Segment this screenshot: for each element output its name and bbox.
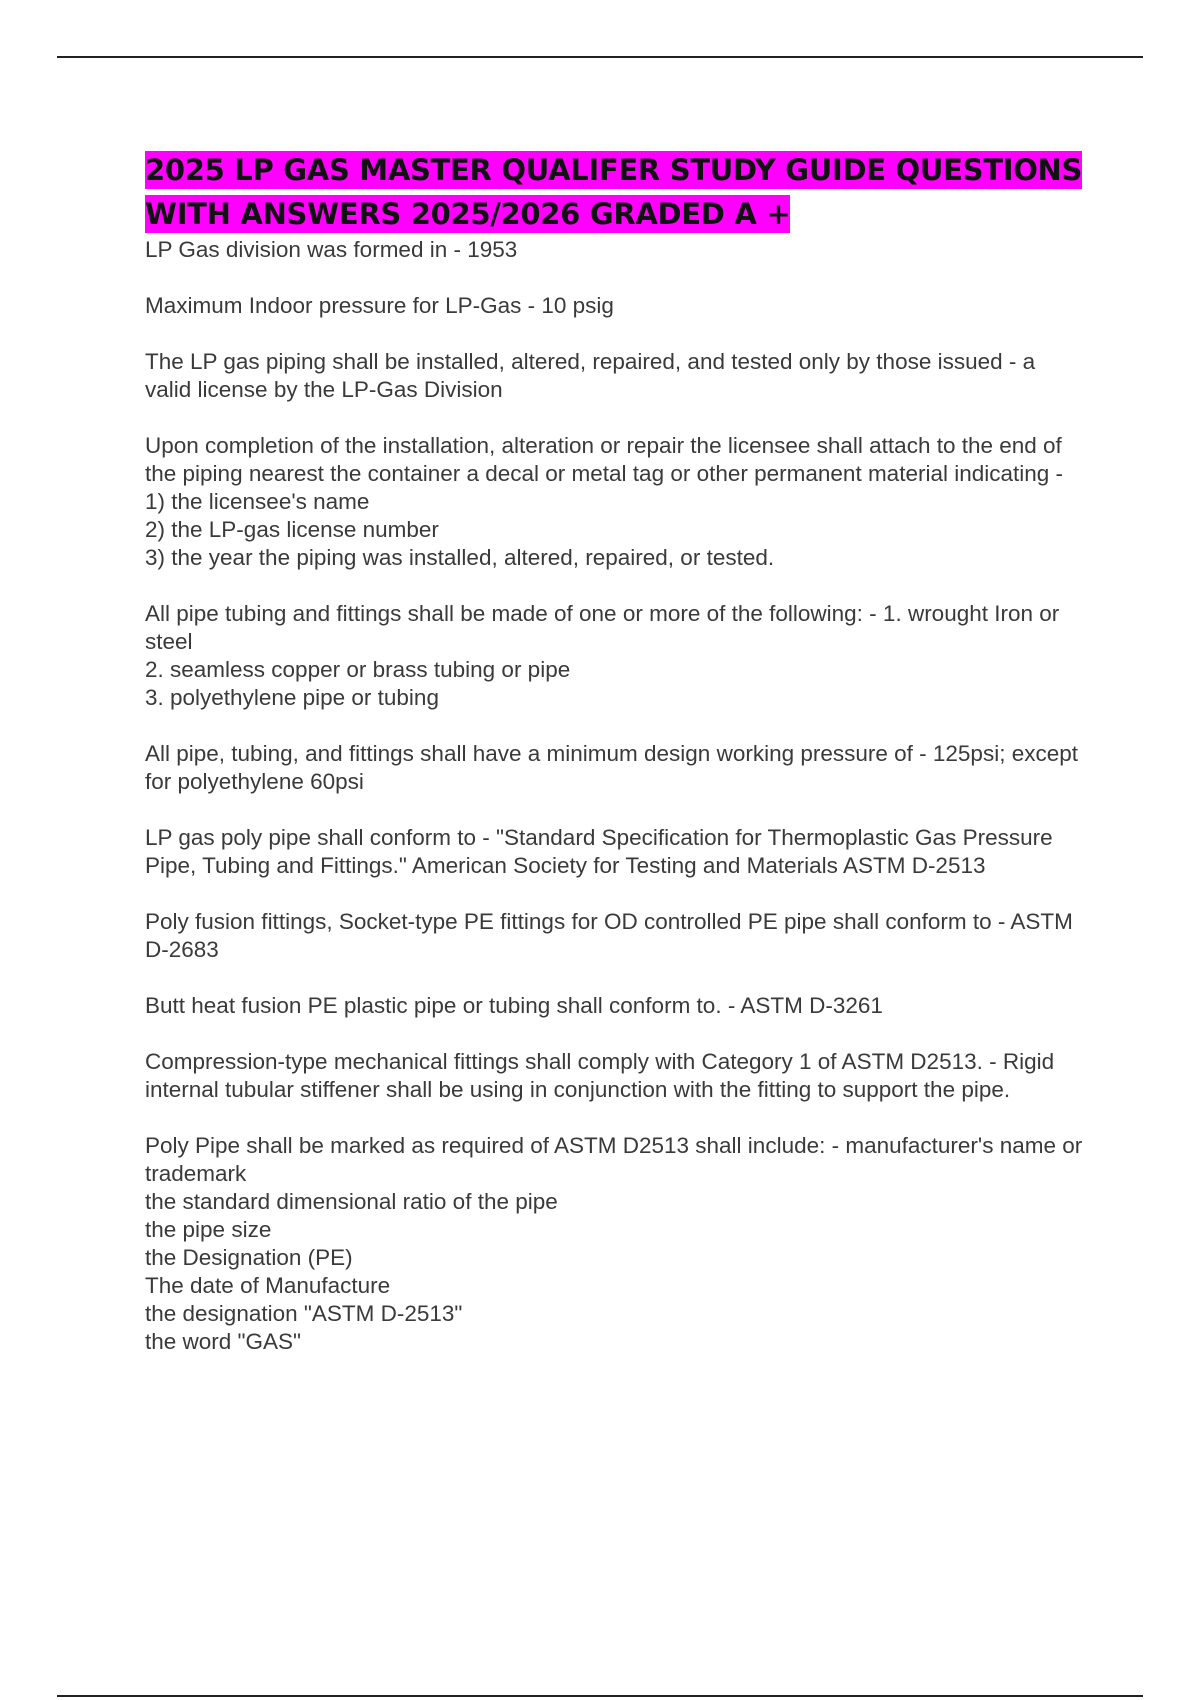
qa-item: The LP gas piping shall be installed, altered, repaired, and tested only by those issued - a valid license by the LP-Gas Division bbox=[145, 349, 1042, 402]
qa-list bbox=[145, 236, 1085, 1356]
qa-item: All pipe, tubing, and fittings shall have a minimum design working pressure of - 125psi; except for polyethylene 60psi bbox=[145, 741, 1085, 794]
qa-item: Butt heat fusion PE plastic pipe or tubing shall conform to. - ASTM D-3261 bbox=[145, 993, 883, 1018]
qa-item: All pipe tubing and fittings shall be made of one or more of the following: - 1. wrought Iron or steel 2. seamless copper or brass tubing or pipe 3. polyethylene pipe or tubing bbox=[145, 601, 1060, 710]
bottom-rule bbox=[57, 1695, 1143, 1697]
qa-item: LP gas poly pipe shall conform to - "Standard Specification for Thermoplastic Gas Pressure Pipe, Tubing and Fittings." American Society for Testing and Materials ASTM D-2513 bbox=[145, 825, 1059, 878]
top-rule bbox=[57, 56, 1143, 58]
qa-item: Maximum Indoor pressure for LP-Gas - 10 psig bbox=[145, 293, 614, 318]
document-body bbox=[145, 148, 1085, 1384]
qa-item: Poly Pipe shall be marked as required of ASTM D2513 shall include: - manufacturer's name or trademark the standard dimensional ratio of the pipe the pipe size the Designation (PE) The date of Manufacture the designation "ASTM D-2513" the word "GAS" bbox=[145, 1133, 1083, 1354]
qa-item: Compression-type mechanical fittings shall comply with Category 1 of ASTM D2513. - Rigid internal tubular stiffener shall be using in conjunction with the fitting to support the pipe. bbox=[145, 1049, 1061, 1102]
qa-item: Upon completion of the installation, alteration or repair the licensee shall attach to the end of the piping nearest the container a decal or metal tag or other permanent material indicating - 1) the licensee's name 2) the LP-gas license number 3) the year the piping was installed, altered, repaired, or tested. bbox=[145, 433, 1064, 570]
document-title-text: 2025 LP GAS MASTER QUALIFER STUDY GUIDE QUESTIONS WITH ANSWERS 2025/2026 GRADED A + bbox=[145, 153, 1083, 231]
qa-item: Poly fusion fittings, Socket-type PE fittings for OD controlled PE pipe shall conform to - ASTM D-2683 bbox=[145, 909, 1080, 962]
qa-item: LP Gas division was formed in - 1953 bbox=[145, 237, 518, 262]
document-title bbox=[145, 148, 1085, 236]
